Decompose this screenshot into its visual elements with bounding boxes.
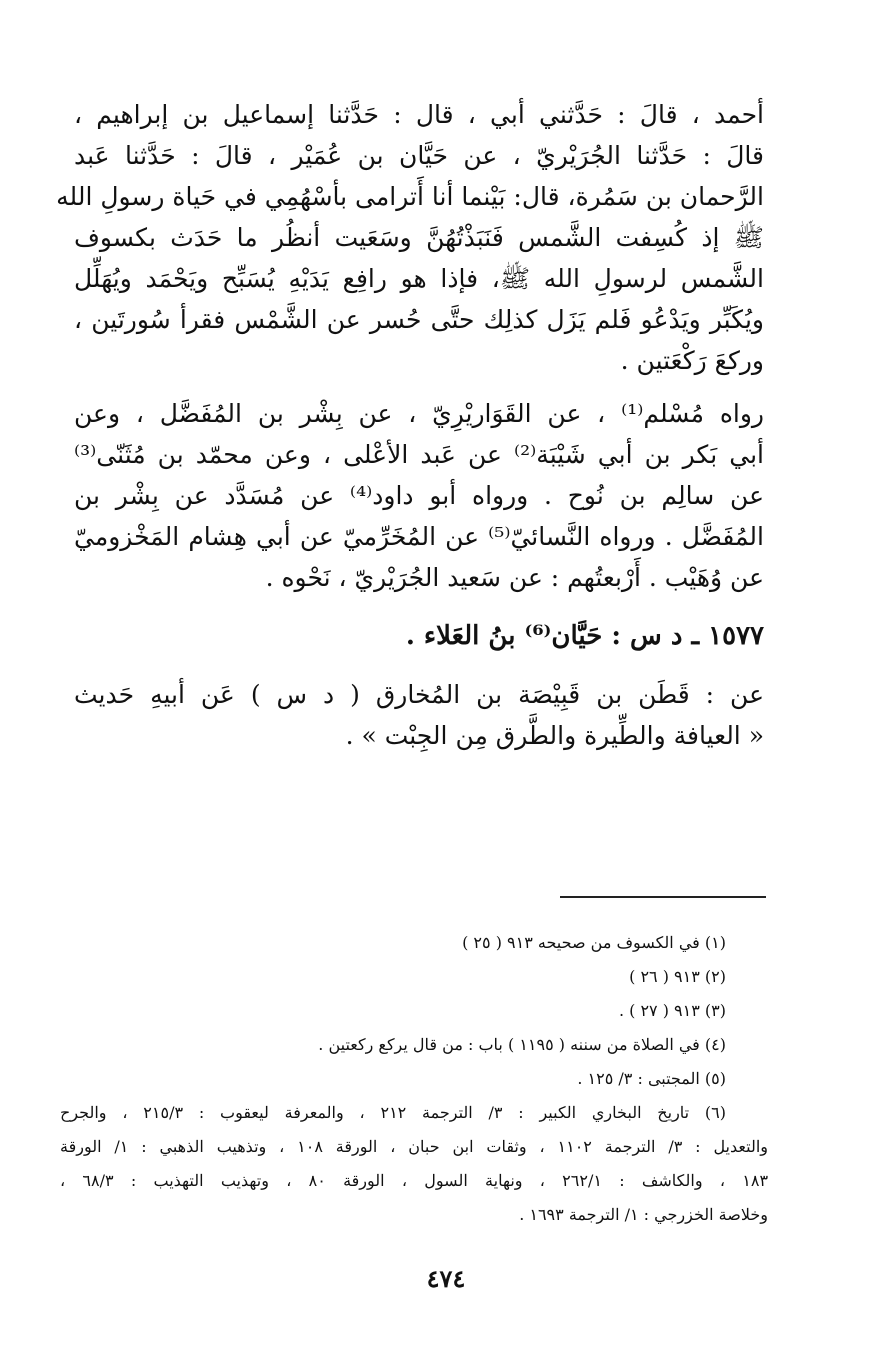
hadith-paragraph bbox=[56, 94, 764, 381]
footnote: (٢) ٩١٣ ( ٢٦ ) bbox=[629, 967, 726, 986]
page-number: ٤٧٤ bbox=[426, 1264, 466, 1293]
text-line: المُفَضَّل . ورواه النَّسائيّ⁽⁵⁾ عن المُخَرِّميّ عن أبي هِشام المَخْزوميّ bbox=[74, 522, 765, 551]
footnote-continuation: وخلاصة الخزرجي : ١/ الترجمة ١٦٩٣ . bbox=[519, 1205, 768, 1224]
text-line: أحمد ، قالَ : حَدَّثني أبي ، قال : حَدَّثنا إسماعيل بن إبراهيم ، bbox=[74, 100, 764, 129]
footnote: (١) في الكسوف من صحيحه ٩١٣ ( ٢٥ ) bbox=[462, 933, 726, 952]
footnote: (٦) تاريخ البخاري الكبير : ٣/ الترجمة ٢١٢ ، والمعرفة ليعقوب : ٢١٥/٣ ، والجرح bbox=[60, 1103, 727, 1122]
entry-paragraph bbox=[74, 674, 764, 756]
entry-name: حَيَّان⁽⁶⁾ بنُ العَلاء . bbox=[405, 621, 603, 651]
text-line: رواه مُسْلم⁽¹⁾ ، عن القَوَاريْرِيّ ، عن بِشْر بن المُفَضَّل ، وعن bbox=[74, 399, 765, 428]
main-text bbox=[56, 94, 765, 756]
entry-codes: ـ د س : bbox=[611, 621, 700, 651]
text-line: عن وُهَيْب . أَرْبعتُهم : عن سَعيد الجُرَيْريّ ، نَحْوه . bbox=[265, 563, 764, 592]
footnote: (٤) في الصلاة من سننه ( ١١٩٥ ) باب : من قال يركع ركعتين . bbox=[318, 1035, 726, 1054]
text-line: الشَّمس لرسولِ الله ﷺ، فإذا هو رافِع يَدَيْهِ يُسَبِّح ويَحْمَد ويُهَلِّل bbox=[74, 264, 764, 293]
footnote-separator bbox=[560, 896, 766, 898]
text-line: أبي بَكر بن أبي شَيْبَة⁽²⁾ عن عَبد الأعْلى ، وعن محمّد بن مُثَنّى⁽³⁾ bbox=[74, 440, 764, 469]
text-line: الرَّحمان بن سَمُرة، قال: بَيْنما أنا أَترامى بأسْهُمِي في حَياة رسولِ الله bbox=[56, 182, 764, 211]
text-line: ويُكَبِّر ويَدْعُو فَلم يَزَل كذلِك حتَّى حُسر عن الشَّمْس فقرأ سُورتَين ، bbox=[74, 305, 764, 334]
narration-paragraph bbox=[74, 393, 764, 598]
text-line: « العيافة والطِّيرة والطَّرق مِن الجِبْت » . bbox=[345, 721, 764, 750]
text-line: ﷺ إذ كُسِفت الشَّمس فَنَبَذْتُهُنَّ وسَعَيت أنظُر ما حَدَث بكسوف bbox=[74, 223, 764, 252]
footnote-continuation: ١٨٣ ، والكاشف : ٢٦٢/١ ، ونهاية السول ، الورقة ٨٠ ، وتهذيب التهذيب : ٦٨/٣ ، bbox=[60, 1171, 769, 1190]
entry-heading bbox=[74, 614, 764, 658]
text-line: عن سالِم بن نُوح . ورواه أبو داود⁽⁴⁾ عن مُسَدَّد عن بِشْر بن bbox=[74, 481, 764, 510]
footnote-continuation: والتعديل : ٣/ الترجمة ١١٠٢ ، وثقات ابن حبان ، الورقة ١٠٨ ، وتذهيب الذهبي : ١/ الورقة bbox=[60, 1137, 768, 1156]
entry-number: ١٥٧٧ bbox=[708, 621, 764, 651]
text-line: وركعَ رَكْعَتين . bbox=[620, 346, 764, 375]
footnote: (٥) المجتبى : ٣/ ١٢٥ . bbox=[577, 1069, 726, 1088]
footnote: (٣) ٩١٣ ( ٢٧ ) . bbox=[618, 1001, 726, 1020]
text-line: قالَ : حَدَّثنا الجُرَيْريّ ، عن حَيَّان بن عُمَيْر ، قالَ : حَدَّثنا عَبد bbox=[74, 141, 764, 170]
text-line: عن : قَطَن بن قَبِيْصَة بن المُخارق ( د س ) عَن أبيهِ حَديث bbox=[74, 680, 764, 709]
footnotes bbox=[60, 926, 768, 1232]
